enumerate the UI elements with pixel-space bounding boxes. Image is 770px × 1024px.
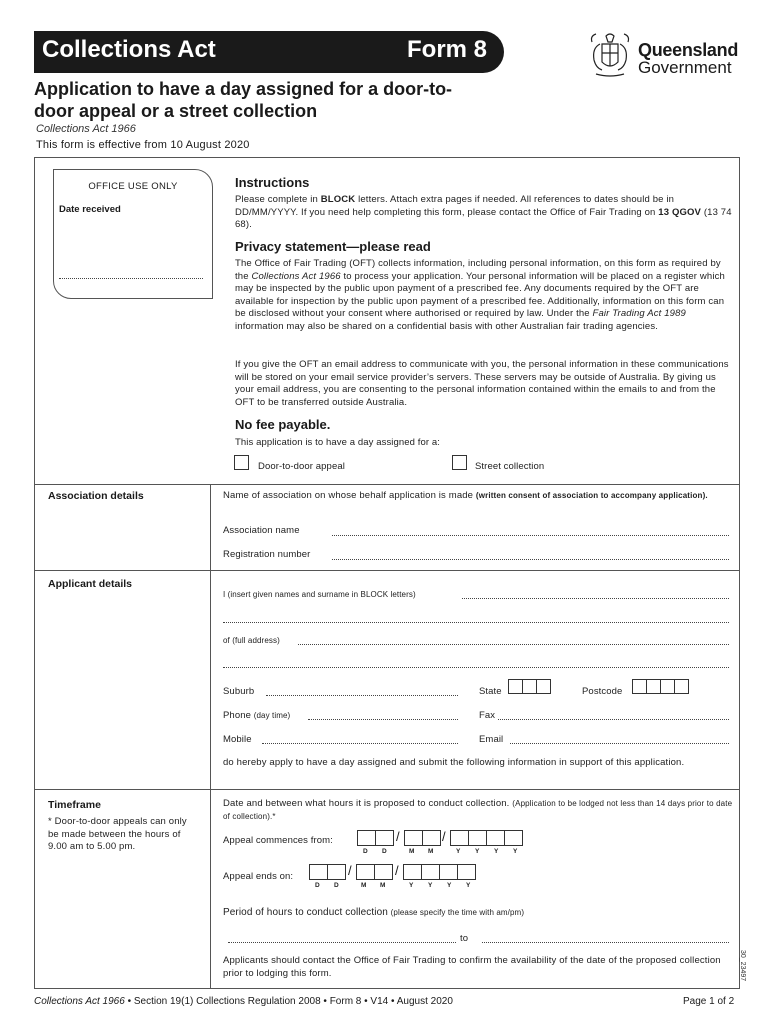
divider	[34, 789, 740, 790]
date-separator: /	[396, 829, 400, 844]
government-name: Queensland	[638, 40, 739, 60]
suburb-input[interactable]	[266, 695, 458, 696]
association-name-label: Association name	[223, 525, 300, 536]
form-code: 30_23497	[739, 950, 746, 982]
date-format-letter: D	[363, 848, 369, 855]
commences-day-input[interactable]	[357, 830, 393, 846]
period-from-input[interactable]	[228, 942, 456, 943]
date-format-letter: Y	[466, 882, 471, 889]
privacy-paragraph-1: The Office of Fair Trading (OFT) collects information, including personal information, on this form as required by the Collections Act 1966 to process your application. Your personal information will be placed on a register which may be inspected by the public upon payment of a prescribed fee. Any documents required by the OFT are available for inspection by the public upon payment of a prescribed fee. Additionally, information on this form can be disclosed without your consent where authorised or required by law. Under the Fair Trading Act 1989 information may also be shared on a confidential basis with other Australian fair trading agencies.	[235, 258, 725, 332]
email-label: Email	[479, 734, 504, 745]
queensland-crest-icon	[588, 30, 632, 80]
date-separator: /	[348, 863, 352, 878]
date-format-letter: Y	[513, 848, 518, 855]
instructions-text: Please complete in BLOCK letters. Attach extra pages if needed. All references to dates should be in DD/MM/YYYY. If you need help completing this form, please contact the Office of Fair Trading on 13 QGOV (13 74 68).	[235, 194, 732, 230]
date-format-letter: M	[380, 882, 386, 889]
applicant-section-label: Applicant details	[48, 578, 133, 590]
fee-intro: This application is to have a day assigned for a:	[235, 437, 441, 448]
fax-input[interactable]	[498, 719, 729, 720]
act-subtitle: Collections Act 1966	[36, 123, 136, 135]
association-name-input[interactable]	[332, 535, 729, 536]
suburb-label: Suburb	[223, 686, 255, 697]
divider	[34, 484, 740, 485]
mobile-label: Mobile	[223, 734, 252, 745]
applicant-names-label: I (insert given names and surname in BLOCK letters)	[223, 590, 416, 599]
street-collection-label: Street collection	[475, 461, 545, 472]
street-collection-checkbox[interactable]	[452, 455, 467, 470]
phone-input[interactable]	[308, 719, 458, 720]
date-format-letter: D	[315, 882, 321, 889]
registration-number-input[interactable]	[332, 559, 729, 560]
privacy-heading: Privacy statement—please read	[235, 239, 431, 254]
association-intro: Name of association on whose behalf application is made (written consent of association to accompany application).	[223, 490, 708, 501]
contact-notice: Applicants should contact the Office of Fair Trading to confirm the availability of the date of the proposed collection prior to lodging this form.	[223, 955, 721, 979]
period-label: Period of hours to conduct collection (please specify the time with am/pm)	[223, 907, 525, 918]
ends-label: Appeal ends on:	[223, 871, 294, 882]
date-format-letter: D	[382, 848, 388, 855]
postcode-input[interactable]	[632, 679, 688, 694]
period-to-label: to	[460, 933, 469, 944]
timeframe-intro: Date and between what hours it is proposed to conduct collection. (Application to be lodged not less than 14 days prior to date of collection).*	[223, 798, 733, 821]
timeframe-section-label: Timeframe	[48, 799, 101, 811]
door-to-door-checkbox[interactable]	[234, 455, 249, 470]
date-format-letter: M	[409, 848, 415, 855]
postcode-label: Postcode	[582, 686, 623, 697]
date-format-letter: Y	[456, 848, 461, 855]
mobile-input[interactable]	[262, 743, 458, 744]
date-received-label: Date received	[59, 204, 121, 215]
date-format-letter: Y	[409, 882, 414, 889]
date-separator: /	[442, 829, 446, 844]
timeframe-note: * Door-to-door appeals can only be made between the hours of 9.00 am to 5.00 pm.	[48, 816, 187, 852]
state-input[interactable]	[508, 679, 550, 694]
phone-label: Phone (day time)	[223, 710, 291, 721]
address-input[interactable]	[298, 644, 729, 645]
privacy-paragraph-2: If you give the OFT an email address to communicate with you, the personal information in these communications will be stored on your email service provider’s servers. These servers may be outside of Australia. By giving us your email address, you are consenting to the personal information contained within the emails to and from the OFT to be transferred outside Australia.	[235, 359, 729, 408]
date-format-letter: Y	[494, 848, 499, 855]
date-format-letter: Y	[447, 882, 452, 889]
date-format-letter: Y	[475, 848, 480, 855]
date-format-letter: M	[361, 882, 367, 889]
registration-number-label: Registration number	[223, 549, 311, 560]
commences-month-input[interactable]	[404, 830, 440, 846]
form-act-title: Collections Act	[42, 36, 216, 63]
address-input-2[interactable]	[223, 667, 729, 668]
address-label: of (full address)	[223, 636, 280, 645]
date-format-letter: Y	[428, 882, 433, 889]
date-format-letter: M	[428, 848, 434, 855]
effective-date: This form is effective from 10 August 2020	[36, 139, 250, 151]
commences-year-input[interactable]	[450, 830, 522, 846]
email-input[interactable]	[510, 743, 729, 744]
footer-citation: Collections Act 1966 • Section 19(1) Collections Regulation 2008 • Form 8 • V14 • August 2020	[34, 996, 453, 1007]
association-section-label: Association details	[48, 490, 144, 502]
column-divider	[210, 484, 211, 989]
ends-month-input[interactable]	[356, 864, 392, 880]
form-number: Form 8	[407, 36, 488, 63]
door-to-door-label: Door-to-door appeal	[258, 461, 345, 472]
page-number: Page 1 of 2	[683, 996, 735, 1007]
office-use-title: OFFICE USE ONLY	[88, 181, 178, 192]
applicant-names-input[interactable]	[462, 598, 729, 599]
date-format-letter: D	[334, 882, 340, 889]
ends-year-input[interactable]	[403, 864, 475, 880]
government-sub: Government	[638, 58, 732, 77]
instructions-heading: Instructions	[235, 175, 310, 190]
date-received-line	[59, 278, 203, 279]
fee-heading: No fee payable.	[235, 417, 331, 432]
page-title: Application to have a day assigned for a door-to-door appeal or a street collection	[34, 79, 453, 121]
ends-day-input[interactable]	[309, 864, 345, 880]
applicant-names-input-2[interactable]	[223, 622, 729, 623]
commences-label: Appeal commences from:	[223, 835, 333, 846]
period-to-input[interactable]	[482, 942, 729, 943]
divider	[34, 570, 740, 571]
date-separator: /	[395, 863, 399, 878]
state-label: State	[479, 686, 502, 697]
fax-label: Fax	[479, 710, 496, 721]
applicant-declaration: do hereby apply to have a day assigned and submit the following information in support of this application.	[223, 757, 685, 768]
